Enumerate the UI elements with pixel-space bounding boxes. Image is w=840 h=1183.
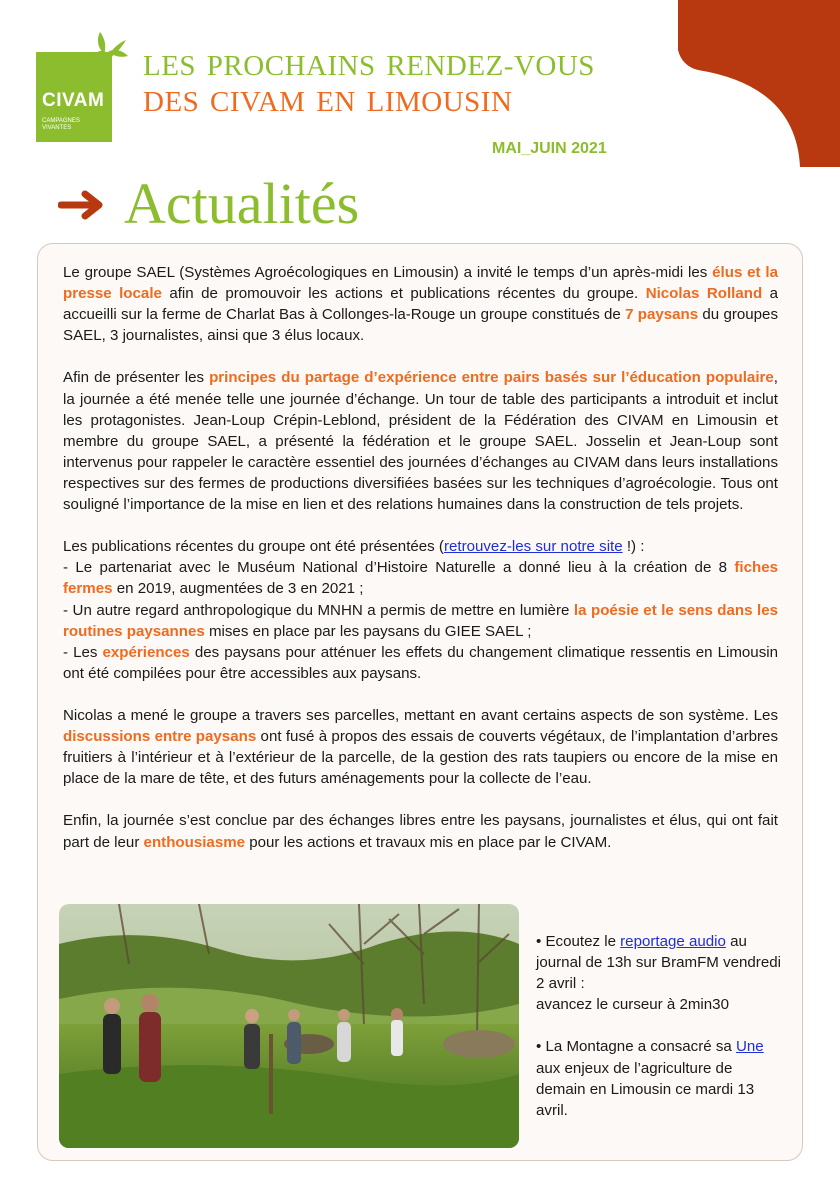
text: - Les (63, 643, 103, 661)
paragraph-publications (63, 536, 778, 684)
issue-date: MAI_JUIN 2021 (492, 140, 607, 157)
highlight: fiches fermes (63, 559, 778, 598)
text: mises en place par les paysans du GIEE SAEL ; (204, 622, 532, 640)
front-page-link[interactable]: Une (735, 1038, 764, 1056)
logo-wordmark: CIVAM (42, 90, 105, 111)
text: avancez le curseur à 2min30 (536, 996, 729, 1014)
header-title-line1: LES PROCHAINS RENDEZ-VOUS (143, 50, 595, 82)
highlight: Nicolas Rolland (645, 285, 763, 303)
corner-decoration (678, 0, 840, 167)
sprout-icon (86, 30, 132, 82)
paragraph-visit (63, 705, 778, 789)
farm-visit-photo (59, 904, 519, 1148)
text: • La Montagne a consacré sa (536, 1038, 736, 1056)
text: ont fusé à propos des essais de couverts végétaux, de l’implantation d’arbres fruitiers à l’intérieur et à l’extérieur de la parcelle, de la gestion des rats taupiers ou encore de la mise en place de la mare de tête, et des futurs aménagements pour la collecte de l’eau. (63, 728, 778, 788)
text: du groupes SAEL, 3 journalistes, ainsi que 3 élus locaux. (63, 306, 778, 345)
text: Afin de présenter les (63, 369, 210, 387)
logo-tagline (42, 118, 80, 132)
text: des paysans pour atténuer les effets du changement climatique ressentis en Limousin ont été compilées pour être accessibles aux paysans. (63, 643, 778, 682)
audio-report-link[interactable]: reportage audio (620, 933, 726, 950)
article-body (63, 262, 778, 874)
text: au journal de 13h sur BramFM vendredi 2 avril : (536, 933, 781, 993)
arrow-right-icon (58, 190, 108, 220)
highlight: la poésie et le sens dans les routines paysannes (63, 601, 778, 640)
side-item-newspaper (536, 1036, 786, 1120)
text: , la journée a été menée telle une journée d’échange. Un tour de table des participants a introduit et inclut les protagonistes. Jean-Loup Crépin-Leblond, président de la Fédération des CIVAM en Limousin et membre du groupe SAEL, a présenté la fédération et le groupe SAEL. Josselin et Jean-Loup sont intervenus pour rappeler le caractère essentiel des journées d’échanges au CIVAM dans leurs installations respectives sur des fermes de productions diversifiées basées sur les techniques d’agroécologie. Tous ont souligné l’importance de la mise en lien et des relations humaines dans la construction de tels projets. (63, 369, 778, 514)
text: Enfin, la journée s’est conclue par des échanges libres entre les paysans, journalistes et élus, qui ont fait part de leur (63, 812, 778, 851)
section-title: Actualités (124, 171, 360, 236)
highlight: discussions entre paysans (63, 728, 257, 746)
highlight: élus et la presse locale (63, 264, 778, 303)
text: pour les actions et travaux mis en place par le CIVAM. (245, 833, 612, 851)
highlight: 7 paysans (625, 306, 699, 324)
side-notes (536, 931, 786, 1142)
civam-logo (36, 30, 132, 142)
text: - Un autre regard anthropologique du MNHN a permis de mettre en lumière (63, 601, 574, 619)
side-item-radio (536, 931, 786, 1015)
header-title-line2: DES CIVAM EN LIMOUSIN (143, 86, 513, 118)
text: a accueilli sur la ferme de Charlat Bas à Collonges-la-Rouge un groupe constitués de (63, 285, 779, 324)
highlight: enthousiasme (143, 833, 246, 851)
text: Les publications récentes du groupe ont été présentées ( (63, 538, 444, 556)
text: Le groupe SAEL (Systèmes Agroécologiques en Limousin) a invité le temps d’un après-midi les (63, 264, 713, 281)
logo-tagline-line1: CAMPAGNES (42, 118, 80, 124)
paragraph-intro (63, 262, 778, 346)
site-link[interactable]: retrouvez-les sur notre site (443, 538, 623, 556)
highlight: principes du partage d’expérience entre pairs basés sur l’éducation populaire (209, 369, 774, 387)
text: aux enjeux de l’agriculture de demain en Limousin ce mardi 13 avril. (536, 1059, 755, 1119)
highlight: expériences (102, 643, 190, 661)
logo-tagline-line2: VIVANTES (42, 125, 72, 131)
text: en 2019, augmentées de 3 en 2021 ; (112, 580, 364, 598)
text: !) : (622, 538, 645, 556)
text: afin de promouvoir les actions et publications récentes du groupe. (161, 285, 646, 303)
paragraph-conclusion (63, 810, 778, 852)
paragraph-principles (63, 367, 778, 515)
text: - Le partenariat avec le Muséum National d’Histoire Naturelle a donné lieu à la création de 8 (63, 559, 735, 577)
text: Nicolas a mené le groupe a travers ses parcelles, mettant en avant certains aspects de son système. Les (63, 706, 778, 724)
text: • Ecoutez le (536, 933, 621, 950)
